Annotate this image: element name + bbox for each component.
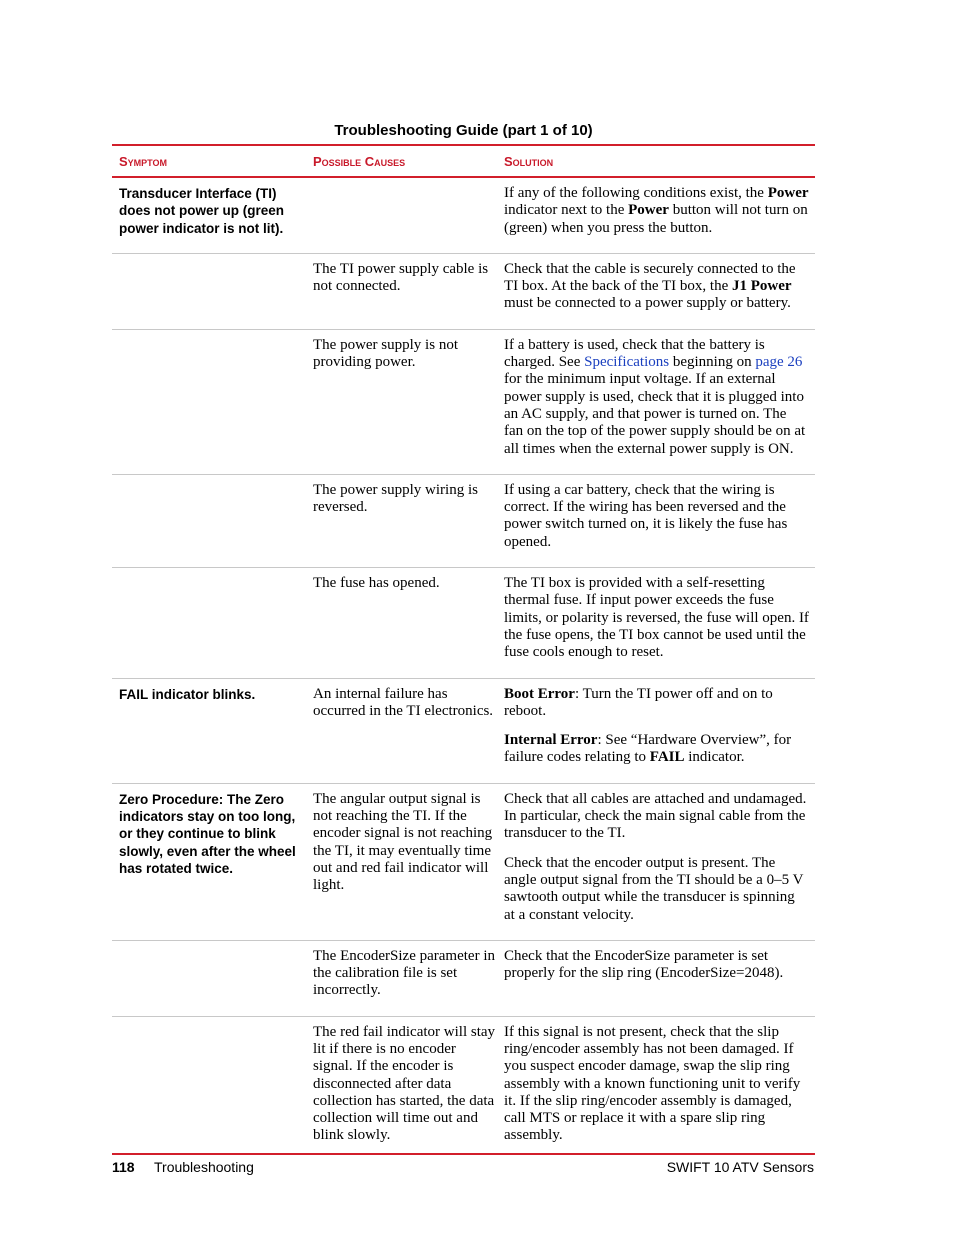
cause-cell: The angular output signal is not reaching the TI. If the encoder signal is not reaching the TI, it may eventually time out and red fail indicator will light.	[308, 783, 500, 940]
solution-cell	[500, 783, 815, 940]
table-row	[112, 783, 815, 940]
symptom-cell: Transducer Interface (TI) does not power up (green power indicator is not lit).	[112, 177, 308, 253]
solution-text: indicator next to the	[504, 202, 629, 219]
cause-cell: The power supply wiring is reversed.	[308, 474, 500, 567]
solution-text: must be connected to a power supply or battery.	[504, 295, 791, 312]
troubleshooting-table	[112, 144, 815, 1155]
solution-cell	[500, 253, 815, 329]
solution-cell: The TI box is provided with a self-resetting thermal fuse. If input power exceeds the fuse limits, or polarity is reversed, the fuse will open. If the fuse opens, the TI box cannot be used until the fuse cools enough to reset.	[500, 568, 815, 678]
column-header-symptom: Symptom	[112, 145, 308, 177]
solution-text: for the minimum input voltage. If an external power supply is used, check that it is plugged into an AC supply, and that power is turned on. The fan on the top of the power supply should be on at all times when the external power supply is ON.	[504, 371, 806, 457]
table-header-row	[112, 145, 815, 177]
symptom-cell	[112, 1016, 308, 1154]
table-title: Troubleshooting Guide (part 1 of 10)	[334, 122, 593, 139]
solution-cell	[500, 678, 815, 783]
table-row	[112, 940, 815, 1016]
cause-cell: The red fail indicator will stay lit if there is no encoder signal. If the encoder is disconnected after data collection has started, the data collection will time out and blink slowly.	[313, 1023, 496, 1144]
symptom-cell	[112, 329, 308, 474]
footer-product-name: SWIFT 10 ATV Sensors	[666, 1159, 814, 1175]
symptom-cell	[112, 940, 308, 1016]
solution-bold-term: J1 Power	[732, 278, 792, 295]
specifications-link[interactable]: Specifications	[584, 354, 670, 371]
symptom-cell	[112, 474, 308, 567]
solution-text: beginning on	[669, 354, 756, 371]
solution-cell: If this signal is not present, check that the slip ring/encoder assembly has not been damaged. If you suspect encoder damage, swap the slip ring assembly with a known functioning unit to verify it. If the slip ring/encoder assembly is damaged, call MTS or replace it with a spare slip ring assembly.	[504, 1023, 801, 1144]
table-row	[112, 253, 815, 329]
column-header-possible-causes: Possible Causes	[308, 145, 500, 177]
cause-cell: The TI power supply cable is not connected.	[308, 253, 500, 329]
solution-text: : See “Hardware Overview”, for failure codes relating to	[504, 732, 792, 766]
cause-cell: The EncoderSize parameter in the calibration file is set incorrectly.	[308, 940, 500, 1016]
column-header-solution: Solution	[500, 145, 815, 177]
cause-cell	[308, 177, 500, 253]
solution-text: Check that the cable is securely connected to the TI box. At the back of the TI box, the	[504, 260, 796, 295]
table-row	[112, 678, 815, 783]
solution-cell	[500, 177, 815, 253]
solution-text: If a battery is used, check that the battery is charged. See	[504, 336, 765, 371]
cause-cell: The power supply is not providing power.	[308, 329, 500, 474]
cause-cell: An internal failure has occurred in the TI electronics.	[308, 678, 500, 783]
solution-bold-term: FAIL	[649, 749, 685, 766]
table-row	[112, 568, 815, 678]
solution-bold-term: Internal Error	[504, 732, 598, 749]
solution-text: : Turn the TI power off and on to reboot.	[504, 685, 773, 719]
solution-text: button will not turn on (green) when you press the button.	[504, 202, 808, 236]
page-26-link[interactable]: page 26	[755, 354, 803, 371]
symptom-cell	[112, 568, 308, 678]
symptom-cell	[112, 253, 308, 329]
solution-paragraph: Check that all cables are attached and undamaged. In particular, check the main signal cable from the transducer to the TI.	[504, 790, 807, 842]
table-row	[112, 1016, 815, 1154]
symptom-cell: Zero Procedure: The Zero indicators stay on too long, or they continue to blink slowly, even after the wheel has rotated twice.	[112, 783, 308, 940]
table-row	[112, 474, 815, 567]
symptom-cell: FAIL indicator blinks.	[112, 678, 308, 783]
solution-cell: If using a car battery, check that the wiring is correct. If the wiring has been reversed and the power switch turned on, it is likely the fuse has opened.	[500, 474, 815, 567]
solution-text: If any of the following conditions exist, the	[504, 185, 768, 201]
solution-text: indicator.	[684, 749, 745, 766]
solution-bold-term: Power	[767, 185, 809, 201]
solution-cell: Check that the EncoderSize parameter is set properly for the slip ring (EncoderSize=2048).	[500, 940, 815, 1016]
cause-cell: The fuse has opened.	[308, 568, 500, 678]
table-row	[112, 329, 815, 474]
solution-paragraph	[504, 732, 809, 767]
table-row	[112, 177, 815, 253]
footer-section-name: Troubleshooting	[154, 1159, 254, 1175]
solution-bold-term: Power	[628, 202, 669, 219]
solution-paragraph: Check that the encoder output is present. The angle output signal from the TI should be a 0–5 V sawtooth output while the transducer is spinning at a constant velocity.	[504, 854, 804, 923]
solution-paragraph	[504, 686, 809, 721]
solution-cell	[500, 329, 815, 474]
page-number: 118	[112, 1159, 135, 1175]
solution-bold-term: Boot Error	[504, 685, 575, 702]
